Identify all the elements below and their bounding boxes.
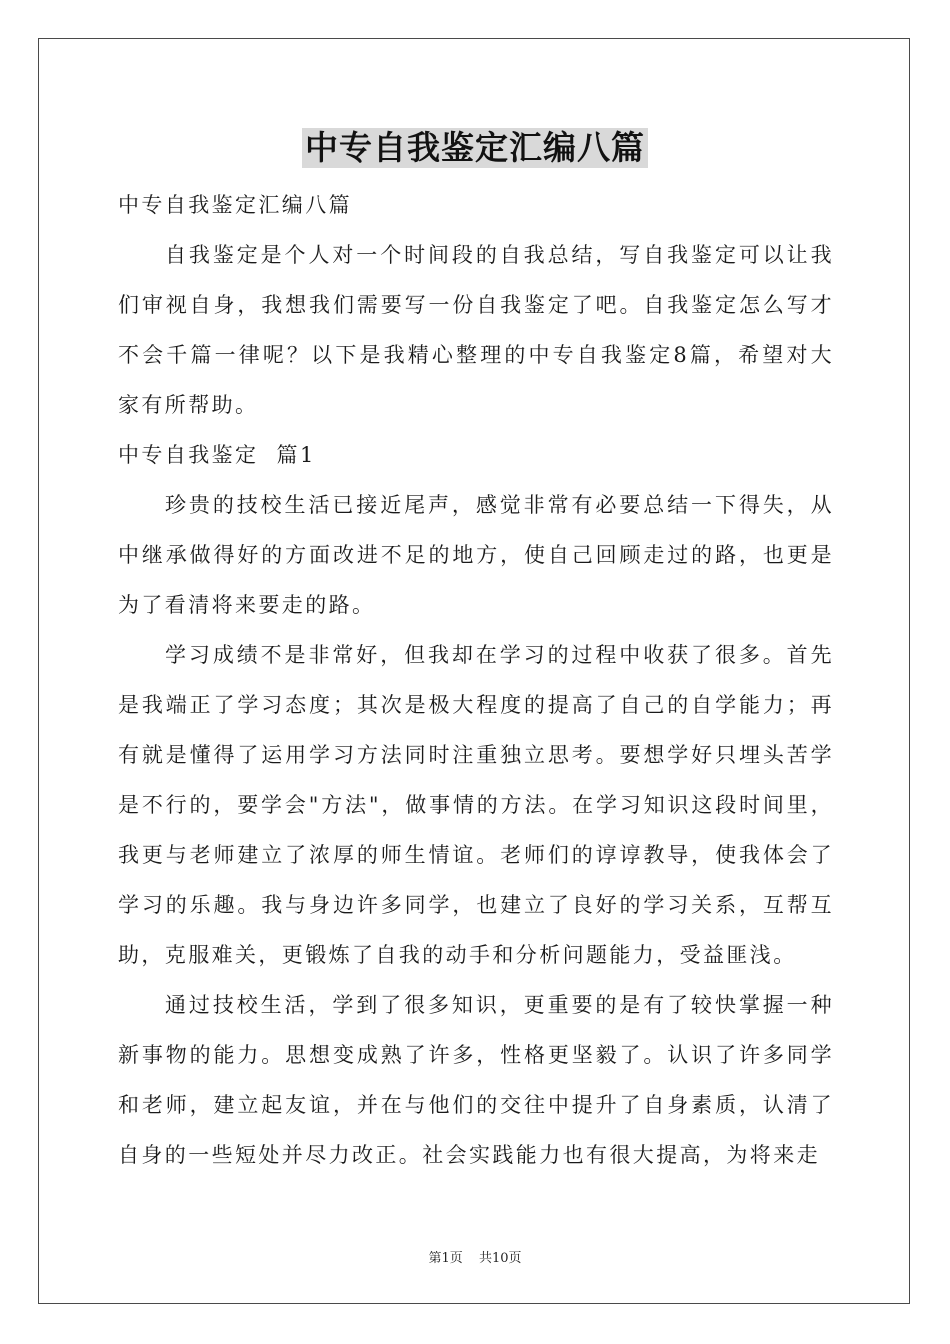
intro-paragraph: 自我鉴定是个人对一个时间段的自我总结，写自我鉴定可以让我们审视自身，我想我们需要写一份自我鉴定了吧。自我鉴定怎么写才不会千篇一律呢？以下是我精心整理的中专自我鉴定8篇，希望对大家有所帮助。 <box>118 243 834 417</box>
section-heading: 中专自我鉴定 篇1 <box>118 443 316 467</box>
page-total: 共10页 <box>478 1251 522 1266</box>
page-footer <box>0 1247 950 1266</box>
title-container <box>0 128 950 168</box>
body-paragraph: 通过技校生活，学到了很多知识，更重要的是有了较快掌握一种新事物的能力。思想变成熟了许多，性格更坚毅了。认识了许多同学和老师，建立起友谊，并在与他们的交往中提升了自身素质，认清了自身的一些短处并尽力改正。社会实践能力也有很大提高，为将来走 <box>118 993 834 1167</box>
body-paragraph: 学习成绩不是非常好，但我却在学习的过程中收获了很多。首先是我端正了学习态度；其次是极大程度的提高了自己的自学能力；再有就是懂得了运用学习方法同时注重独立思考。要想学好只埋头苦学是不行的，要学会"方法"，做事情的方法。在学习知识这段时间里，我更与老师建立了浓厚的师生情谊。老师们的谆谆教导，使我体会了学习的乐趣。我与身边许多同学，也建立了良好的学习关系，互帮互助，克服难关，更锻炼了自我的动手和分析问题能力，受益匪浅。 <box>118 643 834 967</box>
document-title: 中专自我鉴定汇编八篇 <box>302 128 648 168</box>
document-subtitle: 中专自我鉴定汇编八篇 <box>118 193 352 217</box>
page-number: 第1页 <box>428 1251 463 1266</box>
body-paragraph: 珍贵的技校生活已接近尾声，感觉非常有必要总结一下得失，从中继承做得好的方面改进不足的地方，使自己回顾走过的路，也更是为了看清将来要走的路。 <box>118 493 834 617</box>
document-body <box>118 180 834 1180</box>
